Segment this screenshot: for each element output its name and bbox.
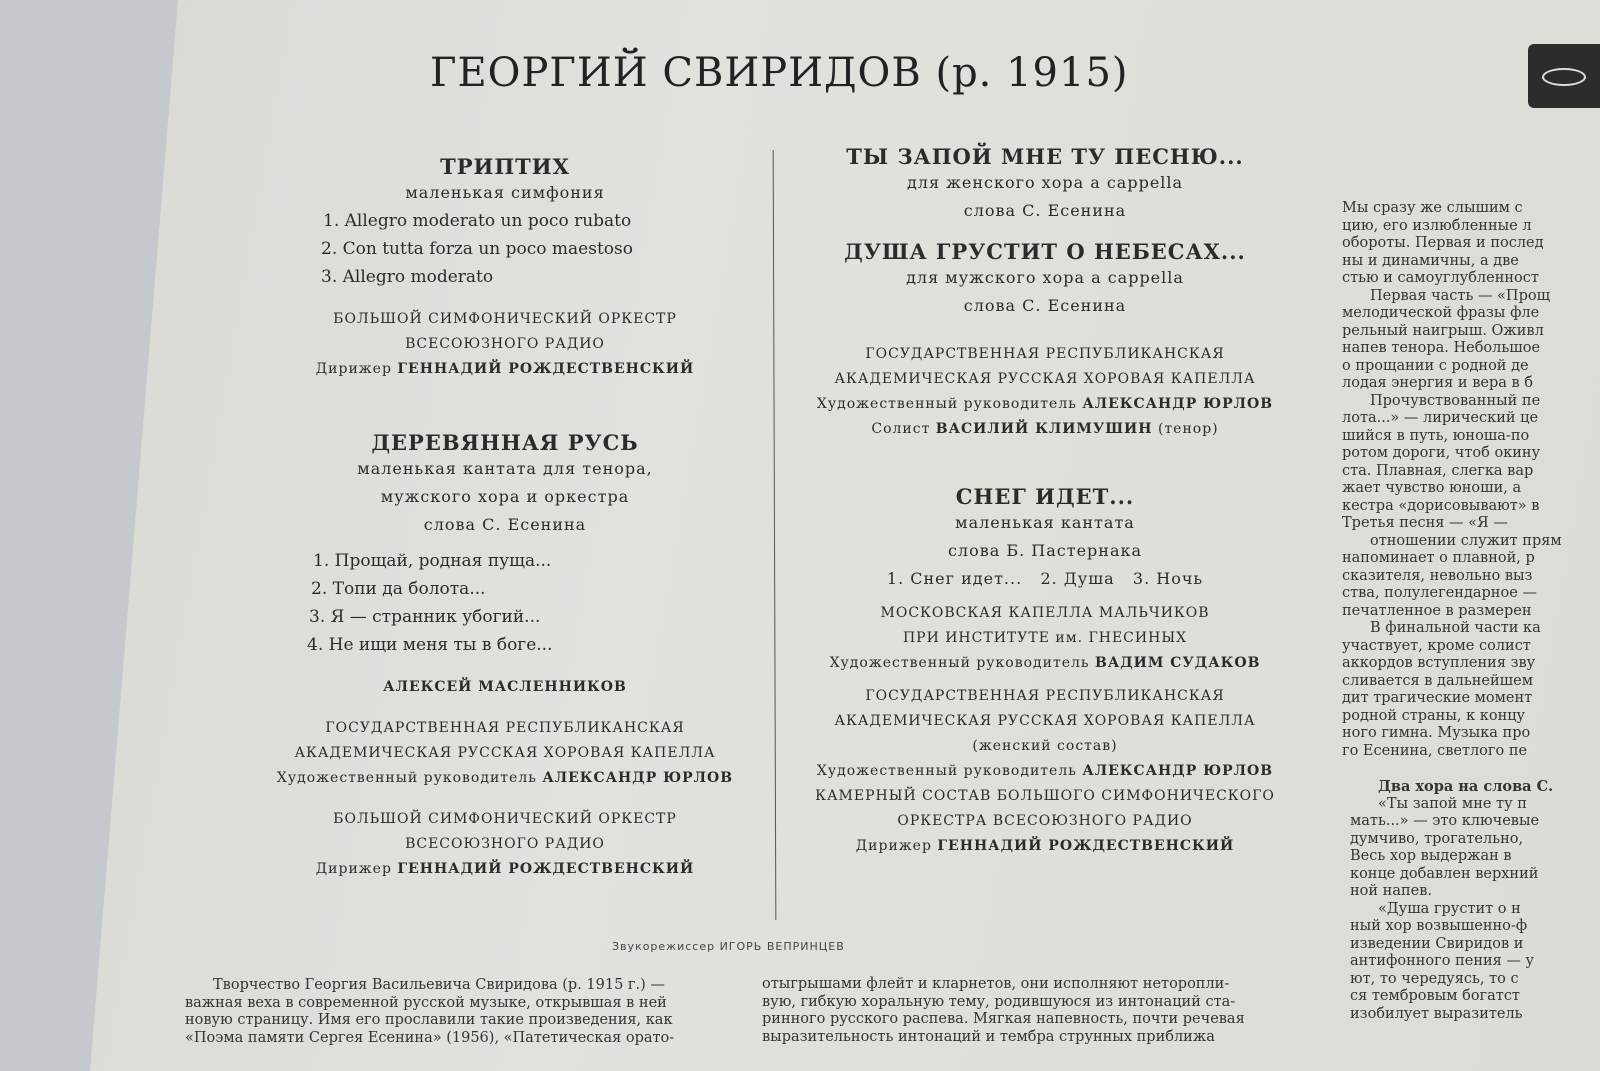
work-subtitle: мужского хора и оркестра	[380, 487, 630, 506]
notes-line: изведении Свиридов и	[1350, 935, 1524, 952]
notes-line: В финальной части ка	[1370, 620, 1541, 636]
notes-line: отыгрышами флейт и кларнетов, они исполняют неторопли-	[762, 976, 1230, 992]
director: АЛЕКСАНДР ЮРЛОВ	[1082, 396, 1274, 412]
track: 3. Allegro moderato	[321, 267, 494, 287]
notes-line: ного гимна. Музыка про	[1342, 725, 1531, 741]
notes-line: напев тенора. Небольшое	[1342, 340, 1541, 356]
choir: ГОСУДАРСТВЕННАЯ РЕСПУБЛИКАНСКАЯ	[865, 688, 1225, 704]
work-subtitle: слова С. Есенина	[423, 515, 587, 534]
notes-left	[185, 977, 735, 1047]
director-line	[815, 392, 1275, 417]
notes-line: родной страны, к концу	[1342, 707, 1526, 724]
notes-line: шийся в путь, юноша-по	[1342, 427, 1530, 444]
track: 1. Allegro moderato un poco rubato	[323, 211, 632, 231]
notes-line: ся тембровым богатст	[1350, 988, 1520, 1004]
notes-right-2	[1350, 778, 1600, 1023]
notes-line: лота...» — лирический це	[1342, 410, 1539, 426]
work-subtitle: маленькая кантата для тенора,	[357, 459, 653, 478]
notes-line: новую страницу. Имя его прославили такие произведения, как	[185, 1012, 673, 1028]
conductor: ГЕННАДИЙ РОЖДЕСТВЕНСКИЙ	[397, 361, 695, 377]
conductor-line	[275, 857, 735, 882]
notes-line: изобилует выразитель	[1350, 1005, 1523, 1022]
work-subtitle: слова С. Есенина	[963, 201, 1127, 220]
conductor-line	[815, 834, 1275, 859]
notes-line: «Душа грустит о н	[1378, 900, 1521, 917]
notes-line: Творчество Георгия Васильевича Свиридова (р. 1915 г.) —	[213, 977, 665, 993]
notes-line: ринного русского распева. Мягкая напевность, почти речевая	[762, 1011, 1245, 1027]
page-title: ГЕОРГИЙ СВИРИДОВ (р. 1915)	[430, 50, 1129, 96]
notes-line: стью и самоуглубленност	[1342, 270, 1539, 286]
label: Художественный руководитель	[816, 396, 1077, 412]
role: (тенор)	[1157, 421, 1219, 437]
label: Художественный руководитель	[816, 763, 1077, 779]
soloist: АЛЕКСЕЙ МАСЛЕННИКОВ	[383, 679, 627, 695]
director-line	[815, 651, 1275, 676]
conductor: ГЕННАДИЙ РОЖДЕСТВЕНСКИЙ	[397, 861, 695, 877]
director: АЛЕКСАНДР ЮРЛОВ	[1082, 763, 1274, 779]
label: Дирижер	[315, 361, 392, 377]
sound-engineer: Звукорежиссер ИГОРЬ ВЕПРИНЦЕВ	[612, 940, 845, 953]
left-column	[275, 140, 735, 882]
notes-line: Мы сразу же слышим с	[1342, 200, 1523, 216]
track: 3. Я — странник убогий...	[309, 607, 541, 627]
track: 4. Не ищи меня ты в боге...	[307, 635, 553, 655]
director-line	[275, 766, 735, 791]
right-column	[815, 130, 1275, 859]
track: 2. Con tutta forza un poco maestoso	[321, 239, 633, 259]
notes-line: о прощании с родной де	[1342, 357, 1529, 374]
notes-line: жает чувство юноши, а	[1342, 480, 1522, 496]
notes-middle	[762, 976, 1324, 1046]
notes-line: ства, полулегендарное —	[1342, 585, 1537, 601]
label: Дирижер	[315, 861, 392, 877]
notes-line: мать...» — это ключевые	[1350, 813, 1540, 829]
work-subtitle: для мужского хора a cappella	[906, 268, 1184, 287]
credit: ВСЕСОЮЗНОГО РАДИО	[405, 336, 605, 352]
choir: ПРИ ИНСТИТУТЕ им. ГНЕСИНЫХ	[902, 630, 1188, 646]
notes-line: ной напев.	[1350, 883, 1432, 899]
work-subtitle: слова Б. Пастернака	[947, 541, 1143, 560]
choir: МОСКОВСКАЯ КАПЕЛЛА МАЛЬЧИКОВ	[880, 605, 1210, 621]
notes-line: аккордов вступления зву	[1342, 655, 1536, 671]
notes-line: думчиво, трогательно,	[1350, 830, 1524, 847]
notes-line: важная веха в современной русской музыке, открывшая в ней	[185, 994, 667, 1011]
work-title: ТРИПТИХ	[440, 154, 570, 179]
orchestra: ОРКЕСТРА ВСЕСОЮЗНОГО РАДИО	[897, 813, 1193, 829]
work-title: ДЕРЕВЯННАЯ РУСЬ	[371, 430, 639, 455]
work-subtitle: слова С. Есенина	[963, 296, 1127, 315]
label: Художественный руководитель	[276, 770, 537, 786]
notes-line: Весь хор выдержан в	[1350, 848, 1512, 864]
choir: АКАДЕМИЧЕСКАЯ РУССКАЯ ХОРОВАЯ КАПЕЛЛА	[834, 713, 1256, 729]
notes-line: печатленное в размерен	[1342, 602, 1532, 619]
notes-right	[1342, 200, 1600, 760]
notes-line: Третья песня — «Я —	[1342, 515, 1508, 531]
label: Художественный руководитель	[829, 655, 1090, 671]
director: ВАДИМ СУДАКОВ	[1095, 655, 1261, 671]
notes-line: ют, то чередуясь, то с	[1350, 970, 1519, 987]
work-title: СНЕГ ИДЕТ...	[955, 484, 1135, 509]
notes-line: рельный наигрыш. Оживл	[1342, 322, 1544, 339]
label-logo	[1528, 44, 1600, 108]
work-subtitle: для женского хора a cappella	[906, 173, 1184, 192]
choir: АКАДЕМИЧЕСКАЯ РУССКАЯ ХОРОВАЯ КАПЕЛЛА	[294, 745, 716, 761]
notes-line: цию, его излюбленные л	[1342, 217, 1532, 234]
notes-line: ны и динамичны, а две	[1342, 252, 1519, 269]
director: АЛЕКСАНДР ЮРЛОВ	[542, 770, 734, 786]
notes-line: сказителя, невольно выз	[1342, 567, 1533, 584]
notes-line: го Есенина, светлого пе	[1342, 742, 1528, 759]
notes-line: ный хор возвышенно-ф	[1350, 918, 1528, 934]
tracks: 1. Снег идет... 2. Душа 3. Ночь	[886, 569, 1204, 588]
notes-line: конце добавлен верхний	[1350, 865, 1539, 882]
notes-line: обороты. Первая и послед	[1342, 235, 1544, 251]
orchestra: БОЛЬШОЙ СИМФОНИЧЕСКИЙ ОРКЕСТР	[333, 811, 677, 827]
choir: АКАДЕМИЧЕСКАЯ РУССКАЯ ХОРОВАЯ КАПЕЛЛА	[834, 371, 1256, 387]
notes-line: ста. Плавная, слегка вар	[1342, 462, 1534, 479]
notes-line: антифонного пения — у	[1350, 953, 1535, 969]
work-subtitle: маленькая кантата	[955, 513, 1135, 532]
notes-line: участвует, кроме солист	[1342, 637, 1531, 654]
notes-heading: Два хора на слова С.	[1378, 778, 1554, 795]
work-title: ДУША ГРУСТИТ О НЕБЕСАХ...	[844, 239, 1246, 264]
notes-line: Первая часть — «Прощ	[1370, 287, 1551, 304]
notes-line: ротом дороги, чтоб окину	[1342, 445, 1541, 461]
notes-line: вую, гибкую хоральную тему, родившуюся из интонаций ста-	[762, 993, 1236, 1010]
soloist-line	[815, 417, 1275, 442]
work-title: ТЫ ЗАПОЙ МНЕ ТУ ПЕСНЮ...	[846, 144, 1244, 169]
choir: ГОСУДАРСТВЕННАЯ РЕСПУБЛИКАНСКАЯ	[325, 720, 685, 736]
label: Солист	[871, 421, 931, 437]
notes-line: мелодической фразы фле	[1342, 305, 1540, 321]
choir: (женский состав)	[972, 738, 1118, 754]
work-subtitle: маленькая симфония	[405, 183, 605, 202]
soloist: ВАСИЛИЙ КЛИМУШИН	[935, 421, 1153, 437]
conductor: ГЕННАДИЙ РОЖДЕСТВЕНСКИЙ	[937, 838, 1235, 854]
orchestra: КАМЕРНЫЙ СОСТАВ БОЛЬШОГО СИМФОНИЧЕСКОГО	[815, 788, 1275, 804]
track: 1. Прощай, родная пуща...	[313, 551, 552, 571]
director-line	[815, 759, 1275, 784]
orchestra: ВСЕСОЮЗНОГО РАДИО	[405, 836, 605, 852]
label: Дирижер	[855, 838, 932, 854]
notes-line: дит трагические момент	[1342, 690, 1533, 706]
notes-line: кестра «дорисовывают» в	[1342, 497, 1540, 514]
notes-line: напоминает о плавной, р	[1342, 550, 1535, 566]
notes-line: лодая энергия и вера в б	[1342, 375, 1533, 391]
notes-line: сливается в дальнейшем	[1342, 672, 1533, 689]
conductor-line	[275, 357, 735, 382]
notes-line: Прочувствованный пе	[1370, 392, 1541, 409]
notes-line: отношении служит прям	[1370, 532, 1562, 549]
notes-line: «Ты запой мне ту п	[1378, 795, 1527, 812]
choir: ГОСУДАРСТВЕННАЯ РЕСПУБЛИКАНСКАЯ	[865, 346, 1225, 362]
track: 2. Топи да болота...	[311, 579, 486, 599]
notes-line: «Поэма памяти Сергея Есенина» (1956), «Патетическая орато-	[185, 1029, 675, 1046]
credit: БОЛЬШОЙ СИМФОНИЧЕСКИЙ ОРКЕСТР	[333, 311, 677, 327]
notes-line: выразительность интонаций и тембра струнных приближа	[762, 1028, 1215, 1045]
